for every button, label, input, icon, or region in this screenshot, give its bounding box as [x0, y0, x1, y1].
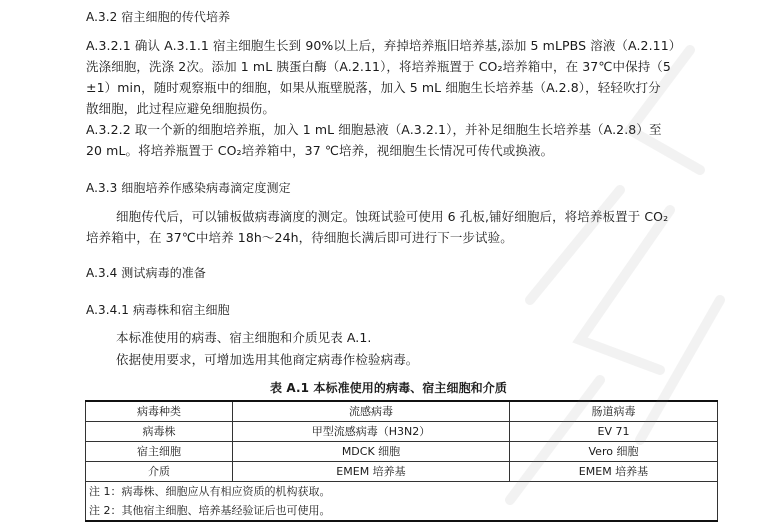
section-a33-heading: A.3.3 细胞培养作感染病毒滴定度测定: [86, 181, 291, 195]
table-cell: Vero 细胞: [510, 442, 718, 462]
table-header-cell: 肠道病毒: [510, 401, 718, 422]
table-cell: EV 71: [510, 422, 718, 442]
para-a321-line1: A.3.2.1 确认 A.3.1.1 宿主细胞生长到 90%以上后，弃掉培养瓶旧培养基,添加 5 mLPBS 溶液（A.2.11）: [86, 38, 682, 53]
watermark-stroke: [530, 190, 620, 300]
table-cell: EMEM 培养基: [233, 462, 510, 482]
para-a341-line1: 本标准使用的病毒、宿主细胞和介质见表 A.1.: [116, 330, 372, 345]
table-cell: EMEM 培养基: [510, 462, 718, 482]
table-cell: 病毒株: [86, 422, 233, 442]
table-note-2: 注 2：其他宿主细胞、培养基经验证后也可使用。: [86, 501, 718, 521]
table-cell: 宿主细胞: [86, 442, 233, 462]
table-row: [86, 422, 718, 442]
table-cell: 甲型流感病毒（H3N2）: [233, 422, 510, 442]
para-a322-line1: A.3.2.2 取一个新的细胞培养瓶，加入 1 mL 细胞悬液（A.3.2.1），并补足细胞生长培养基（A.2.8）至: [86, 122, 662, 137]
table-note-row: [86, 482, 718, 502]
table-caption: 表 A.1 本标准使用的病毒、宿主细胞和介质: [270, 381, 507, 395]
para-a341-line2: 依据使用要求，可增加选用其他商定病毒作检验病毒。: [116, 352, 419, 367]
para-a321-line2: 洗涤细胞，洗涤 2次。添加 1 mL 胰蛋白酶（A.2.11），将培养瓶置于 CO₂培养箱中，在 37℃中保持（5: [86, 59, 671, 74]
watermark-stroke: [580, 210, 670, 370]
table-cell: 介质: [86, 462, 233, 482]
para-a33-line1: 细胞传代后，可以铺板做病毒滴度的测定。蚀斑试验可使用 6 孔板,铺好细胞后，将培养板置于 CO₂: [116, 209, 669, 224]
table-header-row: [86, 401, 718, 422]
table-header-cell: 病毒种类: [86, 401, 233, 422]
table-note-1: 注 1：病毒株、细胞应从有相应资质的机构获取。: [86, 482, 718, 502]
para-a322-line2: 20 mL。将培养瓶置于 CO₂培养箱中，37 ℃培养，视细胞生长情况可传代或换液。: [86, 143, 554, 158]
table-cell: MDCK 细胞: [233, 442, 510, 462]
section-a341-heading: A.3.4.1 病毒株和宿主细胞: [86, 303, 230, 317]
table-row: [86, 442, 718, 462]
table-row: [86, 462, 718, 482]
virus-host-table: [85, 400, 718, 522]
table-note-row: [86, 501, 718, 521]
para-a321-line4: 散细胞，此过程应避免细胞损伤。: [86, 101, 276, 116]
para-a321-line3: ±1）min，随时观察瓶中的细胞，如果从瓶壁脱落，加入 5 mL 细胞生长培养基（A.2.8），轻轻吹打分: [86, 80, 661, 95]
section-a34-heading: A.3.4 测试病毒的准备: [86, 266, 207, 280]
para-a33-line2: 培养箱中，在 37℃中培养 18h～24h，待细胞长满后即可进行下一步试验。: [86, 230, 513, 245]
table-header-cell: 流感病毒: [233, 401, 510, 422]
section-a32-heading: A.3.2 宿主细胞的传代培养: [86, 10, 231, 24]
